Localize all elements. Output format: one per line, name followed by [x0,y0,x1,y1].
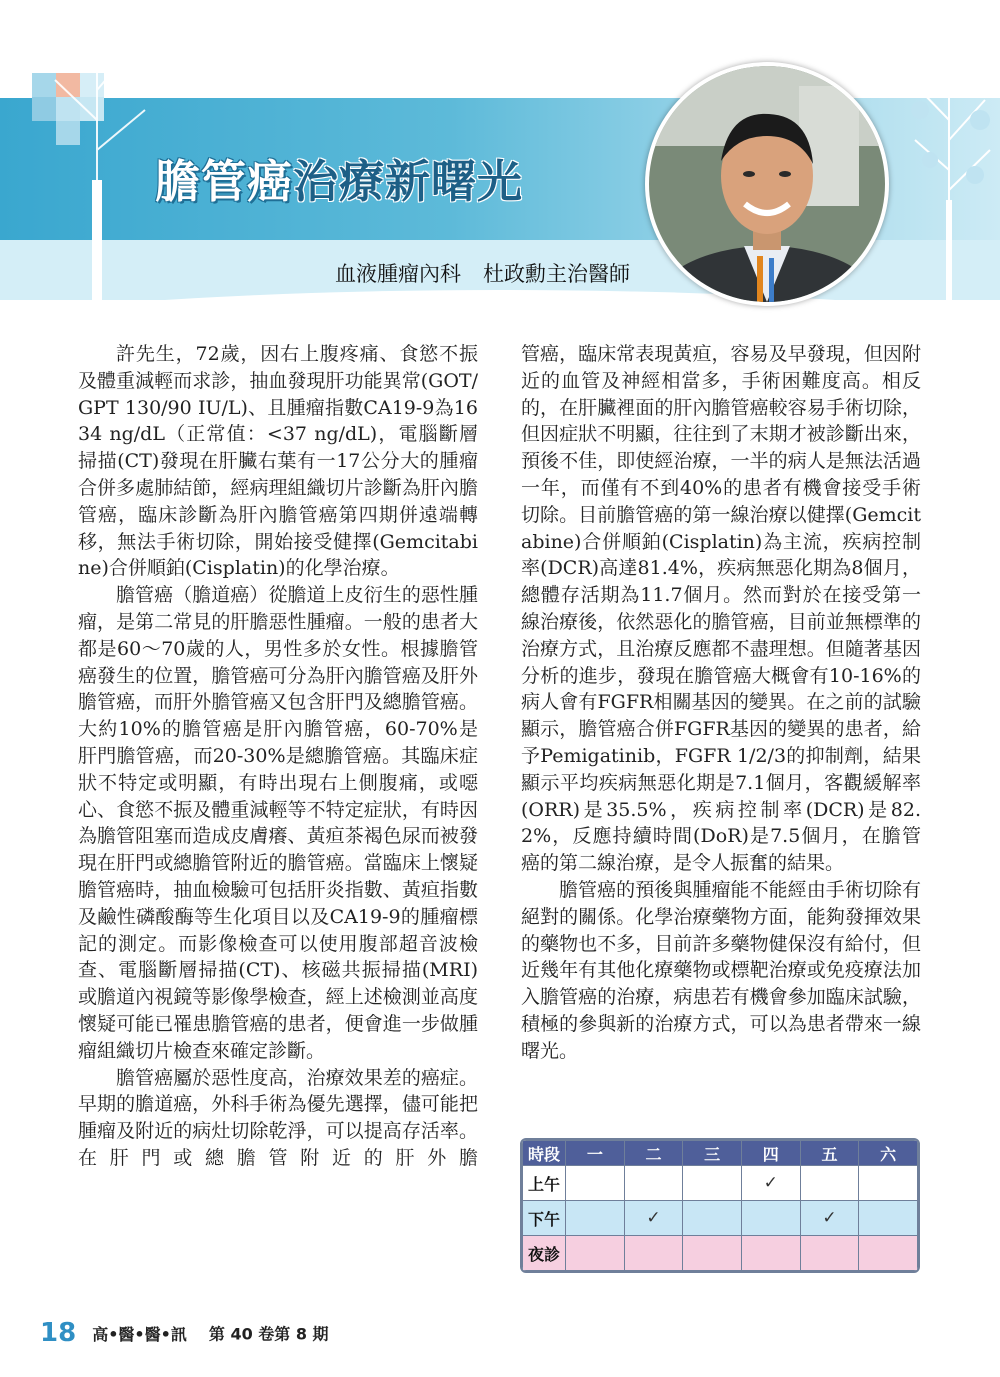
schedule-cell: ✓ [800,1201,859,1236]
schedule-cell [741,1201,800,1236]
title-rest: 治療新曙光 [293,155,524,208]
schedule-day-header: 三 [683,1141,742,1166]
schedule-cell [859,1166,918,1201]
schedule-row-label: 上午 [523,1166,566,1201]
schedule-cell [741,1236,800,1271]
author-name: 杜政勳主治醫師 [483,262,630,286]
page-title [155,145,523,210]
schedule-row-morning [523,1166,918,1201]
page-number: 18 [40,1318,77,1348]
page-footer [40,1318,329,1348]
schedule-cell [566,1201,625,1236]
title-highlight: 膽管癌 [155,155,294,208]
schedule-cell: ✓ [624,1201,683,1236]
article-paragraph: 膽管癌（膽道癌）從膽道上皮衍生的惡性腫瘤，是第二常見的肝膽惡性腫瘤。一般的患者大都是60～70歲的人，男性多於女性。根據膽管癌發生的位置，膽管癌可分為肝內膽管癌及肝外膽管癌，而肝外膽管癌又包含肝門及總膽管癌。大約10%的膽管癌是肝內膽管癌，60-70%是肝門膽管癌，而20-30%是總膽管癌。其臨床症狀不特定或明顯，有時出現右上側腹痛，或噁心、食慾不振及體重減輕等不特定症狀，有時因為膽管阻塞而造成皮膚癢、黃疸茶褐色尿而被發現在肝門或總膽管附近的膽管癌。當臨床上懷疑膽管癌時，抽血檢驗可包括肝炎指數、黃疸指數及鹼性磷酸酶等生化項目以及CA19-9的腫瘤標記的測定。而影像檢查可以使用腹部超音波檢查、電腦斷層掃描(CT)、核磁共振掃描(MRI)或膽道內視鏡等影像學檢查，經上述檢測並高度懷疑可能已罹患膽管癌的患者，便會進一步做腫瘤組織切片檢查來確定診斷。 [78,584,478,1062]
schedule-day-header: 五 [800,1141,859,1166]
schedule-cell [683,1236,742,1271]
schedule-row-evening [523,1236,918,1271]
schedule-cell [624,1236,683,1271]
schedule-row-afternoon [523,1201,918,1236]
author-photo [645,62,889,306]
schedule-cell [859,1201,918,1236]
schedule-row-label: 夜診 [523,1236,566,1271]
schedule-row-label: 下午 [523,1201,566,1236]
article-right-column [521,341,921,1065]
department-label: 血液腫瘤內科 [335,262,461,286]
schedule-cell [566,1166,625,1201]
schedule-cell [566,1236,625,1271]
schedule-day-header: 二 [624,1141,683,1166]
schedule-cell [859,1236,918,1271]
schedule-cell [800,1166,859,1201]
schedule-header-label: 時段 [523,1141,566,1166]
schedule-day-header: 四 [741,1141,800,1166]
article-paragraph: 膽管癌屬於惡性度高，治療效果差的癌症。早期的膽道癌，外科手術為優先選擇，儘可能把腫瘤及附近的病灶切除乾淨，可以提高存活率。在肝門或總膽管附近的肝外膽 [78,1066,478,1169]
clinic-schedule-table [520,1138,920,1273]
schedule-cell [624,1166,683,1201]
schedule-cell: ✓ [741,1166,800,1201]
schedule-day-header: 一 [566,1141,625,1166]
schedule-cell [683,1201,742,1236]
article-left-column [78,341,478,1172]
schedule-cell [800,1236,859,1271]
article-paragraph: 許先生，72歲，因右上腹疼痛、食慾不振及體重減輕而求診，抽血發現肝功能異常(GOT/GPT 130/90 IU/L)、且腫瘤指數CA19-9為1634 ng/dL（正常值：<37 ng/dL)，電腦斷層掃描(CT)發現在肝臟右葉有一17公分大的腫瘤合併多處肺結節，經病理組織切片診斷為肝內膽管癌，臨床診斷為肝內膽管癌第四期併遠端轉移，無法手術切除，開始接受健擇(Gemcitabine)合併順鉑(Cisplatin)的化學治療。 [78,343,478,580]
article-paragraph: 膽管癌的預後與腫瘤能不能經由手術切除有絕對的關係。化學治療藥物方面，能夠發揮效果的藥物也不多，目前許多藥物健保沒有給付，但近幾年有其他化療藥物或標靶治療或免疫療法加入膽管癌的治療，病患若有機會參加臨床試驗，積極的參與新的治療方式，可以為患者帶來一線曙光。 [521,878,921,1062]
author-byline [335,258,630,288]
schedule-cell [683,1166,742,1201]
schedule-day-header: 六 [859,1141,918,1166]
journal-name: 高•醫•醫•訊 [92,1324,187,1344]
issue-label: 第 40 卷第 8 期 [208,1324,329,1344]
article-paragraph: 管癌，臨床常表現黃疸，容易及早發現，但因附近的血管及神經相當多，手術困難度高。相反的，在肝臟裡面的肝內膽管癌較容易手術切除，但因症狀不明顯，往往到了末期才被診斷出來，預後不佳，即使經治療，一半的病人是無法活過一年，而僅有不到40%的患者有機會接受手術切除。目前膽管癌的第一線治療以健擇(Gemcitabine)合併順鉑(Cisplatin)為主流，疾病控制率(DCR)高達81.4%，疾病無惡化期為8個月，總體存活期為11.7個月。然而對於在接受第一線治療後，依然惡化的膽管癌，目前並無標準的治療方式，且治療反應都不盡理想。但隨著基因分析的進步，發現在膽管癌大概會有10-16%的病人會有FGFR相關基因的變異。在之前的試驗顯示，膽管癌合併FGFR基因的變異的患者，給予Pemigatinib，FGFR 1/2/3的抑制劑，結果顯示平均疾病無惡化期是7.1個月，客觀緩解率(ORR)是35.5%，疾病控制率(DCR)是82.2%，反應持續時間(DoR)是7.5個月，在膽管癌的第二線治療，是令人振奮的結果。 [521,343,921,875]
